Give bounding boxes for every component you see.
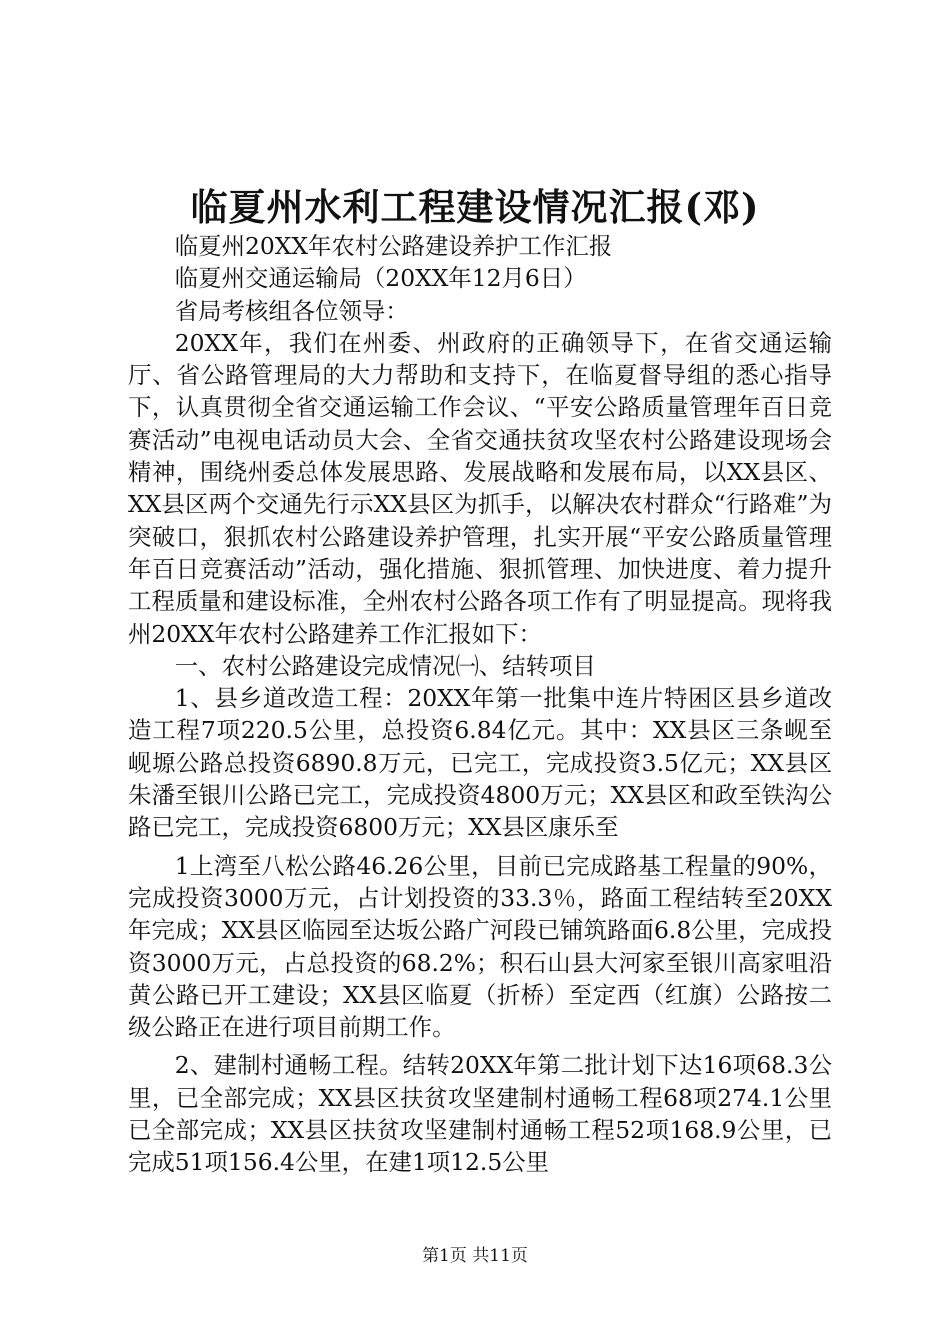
document-title: 临夏州水利工程建设情况汇报(邓)	[190, 185, 760, 229]
document-body	[128, 230, 832, 1179]
body-paragraph: 1上湾至八松公路46.26公里，目前已完成路基工程量的90%，完成投资3000万元，占计划投资的33.3％，路面工程结转至20XX年完成；XX县区临园至达坂公路广河段已铺筑路面6.8公里，完成投资3000万元，占总投资的68.2%；积石山县大河家至银川高家咀沿黄公路已开工建设；XX县区临夏（折桥）至定西（红旗）公路按二级公路正在进行项目前期工作。	[128, 851, 832, 1042]
section-heading: 一、农村公路建设完成情况㈠、结转项目	[174, 651, 596, 680]
page-number: 第1页 共11页	[422, 1246, 528, 1266]
subtitle-line: 临夏州20XX年农村公路建设养护工作汇报	[174, 232, 613, 260]
body-paragraph: 2、建制村通畅工程。结转20XX年第二批计划下达16项68.3公里，已全部完成；XX县区扶贫攻坚建制村通畅工程68项274.1公里已全部完成；XX县区扶贫攻坚建制村通畅工程52项168.9公里，已完成51项156.4公里，在建1项12.5公里	[128, 1051, 832, 1177]
body-paragraph: 1、县乡道改造工程：20XX年第一批集中连片特困区县乡道改造工程7项220.5公里，总投资6.84亿元。其中：XX县区三条岘至岘塬公路总投资6890.8万元，已完工，完成投资3.5亿元；XX县区朱潘至银川公路已完工，完成投资4800万元；XX县区和政至铁沟公路已完工，完成投资6800万元；XX县区康乐至	[128, 684, 832, 842]
salutation: 省局考核组各位领导：	[174, 296, 409, 325]
issuer-line: 临夏州交通运输局（20XX年12月6日）	[174, 264, 587, 293]
body-paragraph: 20XX年，我们在州委、州政府的正确领导下，在省交通运输厅、省公路管理局的大力帮助和支持下，在临夏督导组的悉心指导下，认真贯彻全省交通运输工作会议、“平安公路质量管理年百日竞赛活动”电视电话动员大会、全省交通扶贫攻坚农村公路建设现场会精神，围绕州委总体发展思路、发展战略和发展布局，以XX县区、XX县区两个交通先行示XX县区为抓手，以解决农村群众“行路难”为突破口，狠抓农村公路建设养护管理，扎实开展“平安公路质量管理年百日竞赛活动”活动，强化措施、狠抓管理、加快进度、着力提升工程质量和建设标准，全州农村公路各项工作有了明显提高。现将我州20XX年农村公路建养工作汇报如下：	[128, 328, 832, 648]
